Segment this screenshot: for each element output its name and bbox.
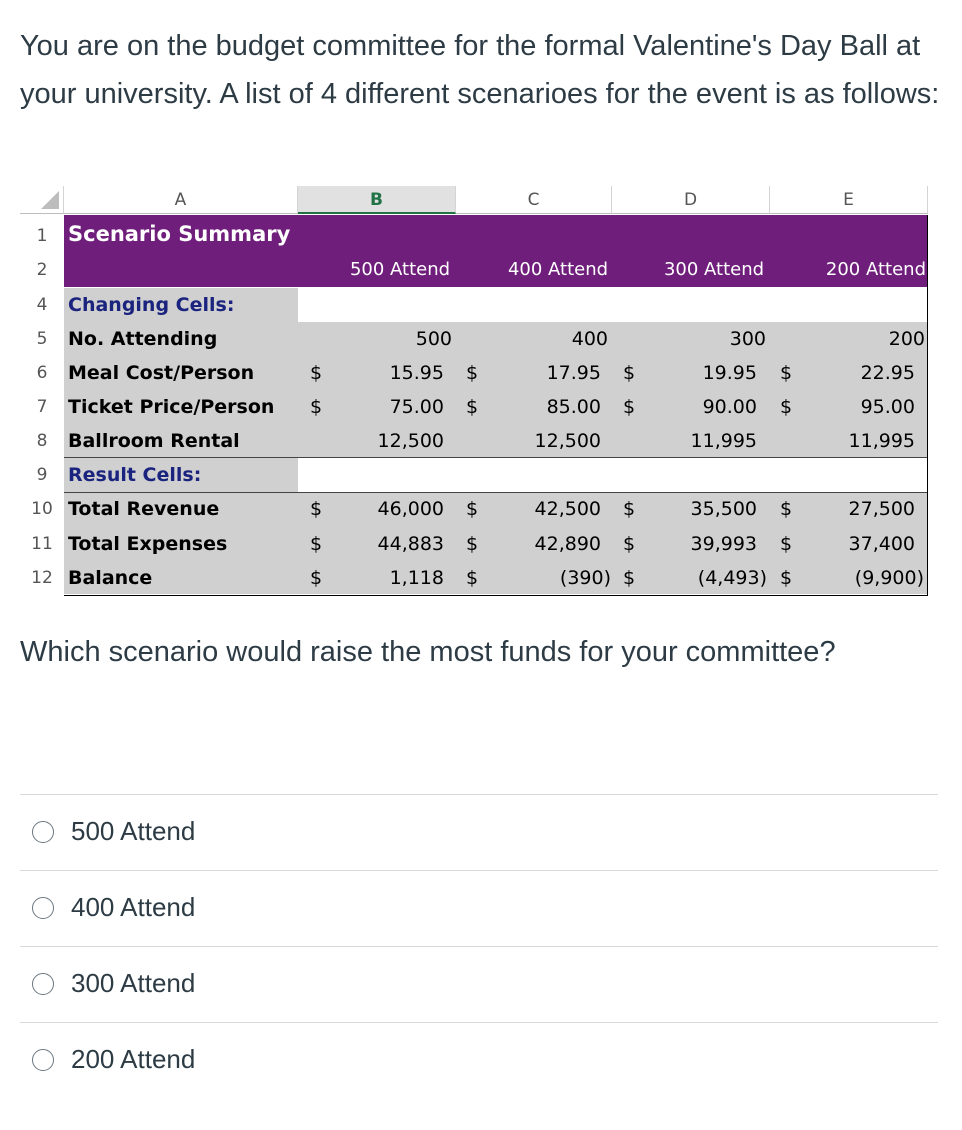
column-header-d[interactable]: D	[612, 186, 770, 214]
answer-option[interactable]	[20, 870, 938, 946]
dollar-sign: $	[466, 362, 479, 384]
sheet-title: Scenario Summary	[68, 222, 291, 246]
dollar-sign: $	[780, 498, 793, 520]
cell-value[interactable]: 12,500	[534, 430, 601, 452]
table-right-border	[927, 215, 928, 595]
row-label-revenue: Total Revenue	[68, 498, 220, 520]
radio-button-icon[interactable]	[32, 973, 54, 995]
cell-value[interactable]: 11,995	[848, 430, 915, 452]
answer-option[interactable]	[20, 1022, 938, 1098]
column-header-e[interactable]: E	[770, 186, 928, 214]
answer-label[interactable]: 400 Attend	[71, 892, 196, 922]
row-header-5[interactable]: 5	[20, 322, 64, 356]
dollar-sign: $	[310, 362, 323, 384]
scenario-header-300: 300 Attend	[663, 259, 765, 280]
cell-value[interactable]: 15.95	[389, 362, 444, 384]
dollar-sign: $	[466, 567, 479, 589]
column-header-b[interactable]: B	[298, 186, 456, 214]
dollar-sign: $	[310, 533, 323, 555]
cell-value[interactable]: 75.00	[389, 396, 444, 418]
row-label-balance: Balance	[68, 567, 153, 589]
dollar-sign: $	[310, 396, 323, 418]
select-all-corner[interactable]	[20, 186, 64, 214]
changing-cells-label: Changing Cells:	[68, 294, 235, 316]
question-text: Which scenario would raise the most funds for your committee?	[20, 636, 836, 668]
row-header-12[interactable]: 12	[20, 561, 64, 595]
cell-value[interactable]: 35,500	[690, 498, 757, 520]
row-header-9[interactable]: 9	[20, 458, 64, 492]
cell-value[interactable]: 200	[888, 328, 925, 350]
result-cells-label: Result Cells:	[68, 464, 202, 486]
row-label-meal-cost: Meal Cost/Person	[68, 362, 255, 384]
dollar-sign: $	[780, 362, 793, 384]
dollar-sign: $	[623, 396, 636, 418]
answer-label[interactable]: 200 Attend	[71, 1044, 196, 1074]
section-divider	[64, 492, 928, 493]
cell-value[interactable]: 19.95	[702, 362, 757, 384]
dollar-sign: $	[623, 498, 636, 520]
row-header-11[interactable]: 11	[20, 527, 64, 561]
cell-value[interactable]: 17.95	[546, 362, 601, 384]
row-label-ballroom: Ballroom Rental	[68, 430, 240, 452]
cell-value[interactable]: 37,400	[848, 533, 915, 555]
row-header-8[interactable]: 8	[20, 424, 64, 458]
cell-value[interactable]: 42,890	[534, 533, 601, 555]
dollar-sign: $	[780, 567, 793, 589]
dollar-sign: $	[623, 533, 636, 555]
row-header-7[interactable]: 7	[20, 390, 64, 424]
cell-value[interactable]: 400	[571, 328, 608, 350]
cell-value[interactable]: 1,118	[389, 567, 444, 589]
cell-value[interactable]: 46,000	[377, 498, 444, 520]
row-header-2[interactable]: 2	[20, 253, 64, 287]
dollar-sign: $	[780, 396, 793, 418]
radio-button-icon[interactable]	[32, 897, 54, 919]
column-header-a[interactable]: A	[64, 186, 298, 214]
cell-value[interactable]: 300	[729, 328, 766, 350]
answer-option[interactable]	[20, 946, 938, 1022]
section-divider	[64, 457, 928, 458]
radio-button-icon[interactable]	[32, 821, 54, 843]
question-intro: You are on the budget committee for the formal Valentine's Day Ball at your university. A list of 4 different scenarioes for the event is as follows:	[20, 30, 940, 110]
row-label-ticket-price: Ticket Price/Person	[68, 396, 275, 418]
row-header-4[interactable]: 4	[20, 288, 64, 322]
cell-value[interactable]: (9,900)	[854, 567, 924, 589]
dollar-sign: $	[310, 567, 323, 589]
dollar-sign: $	[466, 533, 479, 555]
row-header-10[interactable]: 10	[20, 492, 64, 526]
scenario-header-500: 500 Attend	[349, 259, 451, 280]
radio-button-icon[interactable]	[32, 1049, 54, 1071]
row-header-6[interactable]: 6	[20, 356, 64, 390]
cell-value[interactable]: 11,995	[690, 430, 757, 452]
row-header-1[interactable]: 1	[20, 219, 64, 253]
dollar-sign: $	[466, 396, 479, 418]
cell-value[interactable]: 22.95	[860, 362, 915, 384]
cell-value[interactable]: 27,500	[848, 498, 915, 520]
scenario-header-200: 200 Attend	[825, 259, 926, 280]
scenario-spreadsheet	[20, 186, 928, 600]
cell-value[interactable]: (4,493)	[697, 567, 767, 589]
scenario-header-400: 400 Attend	[507, 259, 609, 280]
answer-option[interactable]	[20, 794, 938, 870]
cell-value[interactable]: 500	[415, 328, 452, 350]
dollar-sign: $	[623, 567, 636, 589]
cell-value[interactable]: 44,883	[377, 533, 444, 555]
dollar-sign: $	[466, 498, 479, 520]
answer-options	[20, 794, 938, 1098]
dollar-sign: $	[310, 498, 323, 520]
cell-value[interactable]: 95.00	[860, 396, 915, 418]
dollar-sign: $	[623, 362, 636, 384]
cell-value[interactable]: 85.00	[546, 396, 601, 418]
cell-value[interactable]: 42,500	[534, 498, 601, 520]
answer-label[interactable]: 500 Attend	[71, 816, 196, 846]
table-bottom-border	[64, 595, 928, 596]
cell-value[interactable]: (390)	[559, 567, 611, 589]
column-header-c[interactable]: C	[456, 186, 612, 214]
cell-value[interactable]: 12,500	[377, 430, 444, 452]
row-label-attending: No. Attending	[68, 328, 218, 350]
cell-value[interactable]: 39,993	[690, 533, 757, 555]
row-label-expenses: Total Expenses	[68, 533, 228, 555]
answer-label[interactable]: 300 Attend	[71, 968, 196, 998]
cell-value[interactable]: 90.00	[702, 396, 757, 418]
dollar-sign: $	[780, 533, 793, 555]
